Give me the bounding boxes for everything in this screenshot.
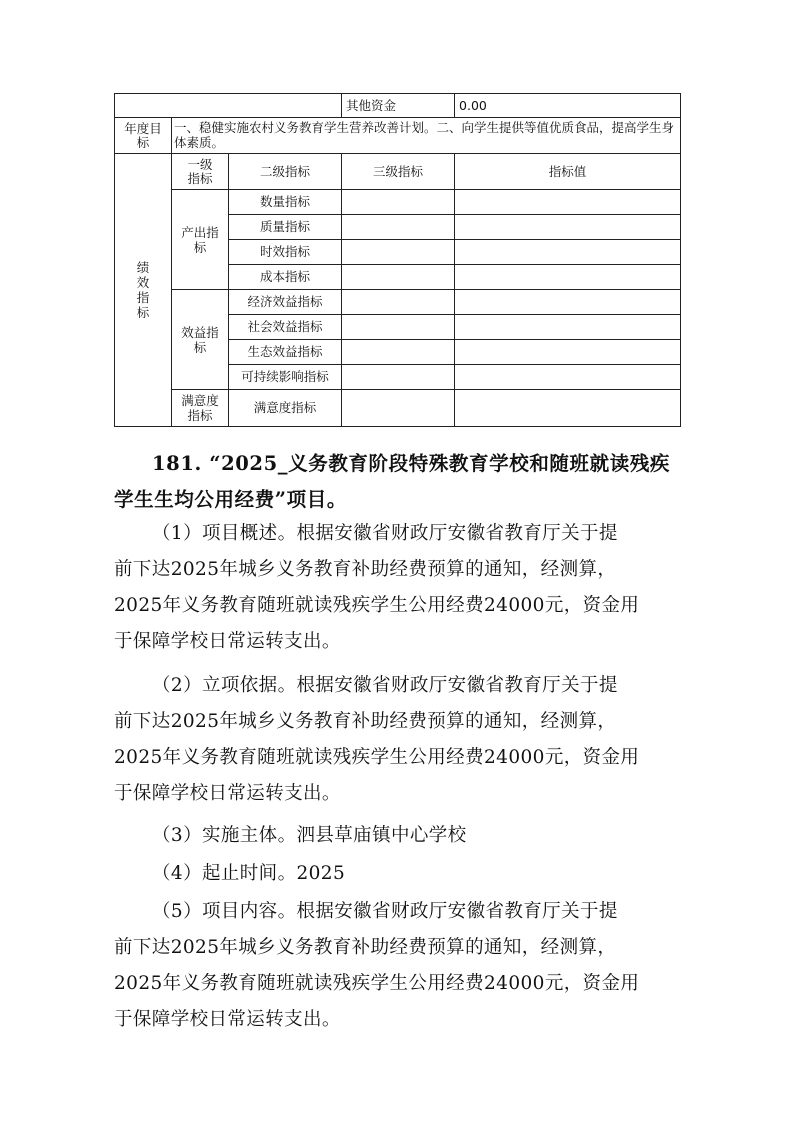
para-line: 前下达2025年城乡义务教育补助经费预算的通知，经测算， — [114, 711, 617, 732]
annual-goal-text: 一、稳健实施农村义务教育学生营养改善计划。二、向学生提供等值优质食品，提高学生身体素质。 — [172, 118, 681, 154]
header-level1: 一级指标 — [172, 154, 229, 190]
para-line: 前下达2025年城乡义务教育补助经费预算的通知，经测算， — [114, 559, 617, 580]
table-row — [115, 190, 681, 215]
section-heading — [114, 446, 684, 518]
output-item: 质量指标 — [229, 215, 342, 240]
paragraph-period — [114, 856, 680, 892]
output-item: 时效指标 — [229, 240, 342, 265]
paragraph-overview — [114, 516, 680, 660]
para-line: 2025年义务教育随班就读残疾学生公用经费24000元，资金用 — [114, 747, 640, 768]
other-funds-value: 0.00 — [455, 94, 681, 118]
para-line: 2025年义务教育随班就读残疾学生公用经费24000元，资金用 — [114, 595, 640, 616]
output-group-label: 产出指标 — [172, 190, 229, 290]
annual-goal-label: 年度目标 — [115, 118, 172, 154]
paragraph-implementer — [114, 818, 680, 854]
para-line: 前下达2025年城乡义务教育补助经费预算的通知，经测算， — [114, 937, 617, 958]
benefit-group-label: 效益指标 — [172, 290, 229, 390]
performance-table — [114, 93, 681, 427]
header-row — [115, 154, 681, 190]
para-line: （3）实施主体。泗县草庙镇中心学校 — [152, 825, 467, 846]
paragraph-basis — [114, 668, 680, 812]
header-value: 指标值 — [455, 154, 681, 190]
benefit-item: 经济效益指标 — [229, 290, 342, 315]
para-line: 2025年义务教育随班就读残疾学生公用经费24000元，资金用 — [114, 973, 640, 994]
output-item: 数量指标 — [229, 190, 342, 215]
heading-line: 学生生均公用经费”项目。 — [114, 488, 347, 511]
annual-goal-row — [115, 118, 681, 154]
table-row — [115, 390, 681, 427]
table-row — [115, 290, 681, 315]
heading-line: 181. “2025_义务教育阶段特殊教育学校和随班就读残疾 — [152, 452, 671, 475]
satisfaction-group-label: 满意度指标 — [172, 390, 229, 427]
para-line: （2）立项依据。根据安徽省财政厅安徽省教育厅关于提 — [152, 675, 618, 696]
para-line: 于保障学校日常运转支出。 — [114, 1009, 341, 1030]
para-line: （4）起止时间。2025 — [152, 863, 346, 884]
para-line: （1）项目概述。根据安徽省财政厅安徽省教育厅关于提 — [152, 523, 618, 544]
satisfaction-item: 满意度指标 — [229, 390, 342, 427]
output-item: 成本指标 — [229, 265, 342, 290]
para-line: （5）项目内容。根据安徽省财政厅安徽省教育厅关于提 — [152, 901, 618, 922]
para-line: 于保障学校日常运转支出。 — [114, 783, 341, 804]
other-funds-label: 其他资金 — [342, 94, 455, 118]
other-funds-row — [115, 94, 681, 118]
benefit-item: 生态效益指标 — [229, 340, 342, 365]
paragraph-content — [114, 894, 680, 1038]
para-line: 于保障学校日常运转支出。 — [114, 631, 341, 652]
perf-indicator-label: 绩效指标 — [115, 154, 172, 427]
benefit-item: 社会效益指标 — [229, 315, 342, 340]
header-level2: 二级指标 — [229, 154, 342, 190]
benefit-item: 可持续影响指标 — [229, 365, 342, 390]
header-level3: 三级指标 — [342, 154, 455, 190]
